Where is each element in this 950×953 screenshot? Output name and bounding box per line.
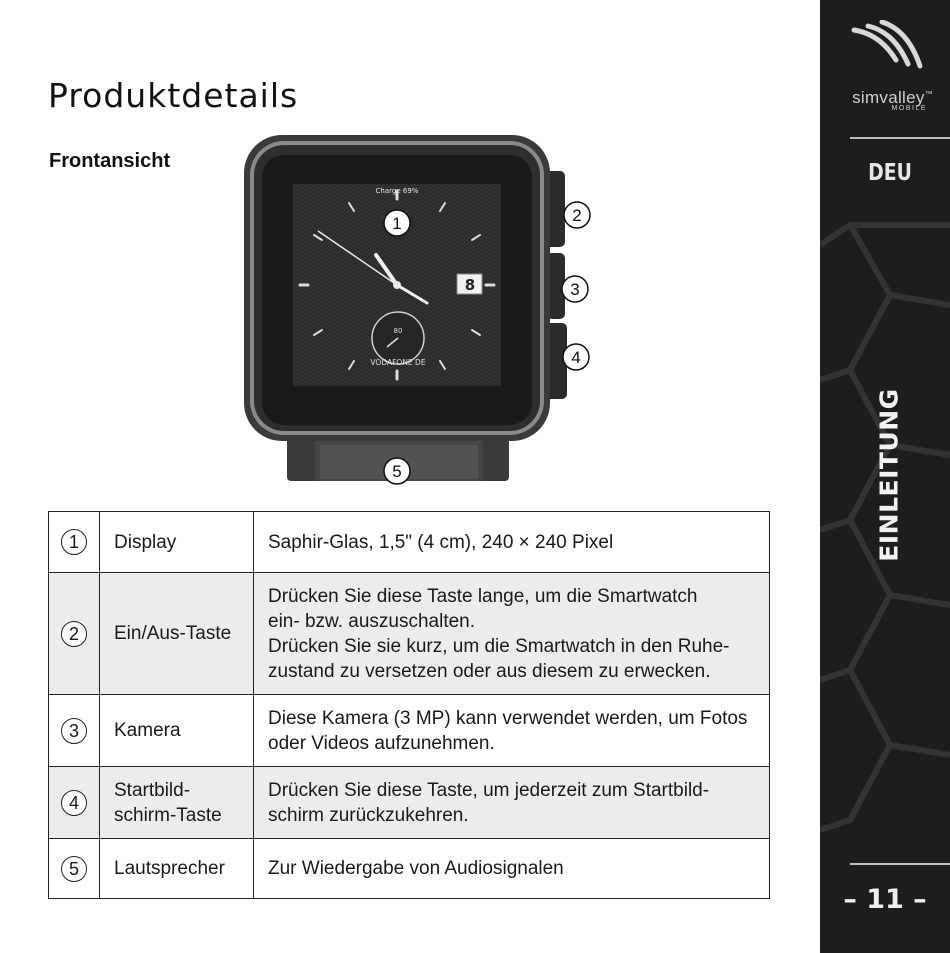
- component-description: Drücken Sie diese Taste lange, um die Smartwatch: [268, 585, 698, 607]
- watch-date: 8: [464, 276, 476, 294]
- callout-3: [562, 276, 588, 302]
- component-description-cell: [254, 767, 770, 839]
- svg-text:4: 4: [571, 348, 581, 367]
- watch-front-view: [240, 133, 600, 493]
- row-number-cell: [49, 573, 100, 695]
- brand-tm: ™: [924, 89, 933, 99]
- component-name-cell: [100, 839, 254, 899]
- row-number-cell: [49, 512, 100, 573]
- component-description: Saphir-Glas, 1,5" (4 cm), 240 × 240 Pixel: [268, 531, 614, 553]
- brand-name: simvalley: [852, 88, 925, 107]
- component-name: Display: [114, 531, 177, 553]
- component-description: Drücken Sie diese Taste, um jederzeit zum Startbild-: [268, 779, 710, 801]
- row-number-badge: 1: [61, 529, 87, 555]
- component-name-cell: [100, 695, 254, 767]
- svg-text:5: 5: [392, 462, 402, 481]
- svg-text:3: 3: [570, 280, 580, 299]
- table-row: [49, 512, 770, 573]
- component-description-cell: [254, 512, 770, 573]
- spec-table: [48, 511, 770, 899]
- sidebar-divider-top: [850, 137, 950, 139]
- component-description: schirm zurückzukehren.: [268, 804, 469, 826]
- brand-claw-icon: [850, 20, 930, 80]
- table-row: [49, 767, 770, 839]
- component-description: oder Videos aufzunehmen.: [268, 732, 495, 754]
- row-number-cell: [49, 695, 100, 767]
- component-name-cell: [100, 767, 254, 839]
- section-tab: EINLEITUNG: [874, 388, 904, 562]
- component-name: Kamera: [114, 720, 181, 741]
- callout-2: [564, 202, 590, 228]
- row-number-cell: [49, 767, 100, 839]
- svg-text:2: 2: [572, 206, 582, 225]
- callout-1: [384, 210, 410, 236]
- section-title: Frontansicht: [49, 150, 171, 172]
- table-row: [49, 573, 770, 695]
- component-description: Diese Kamera (3 MP) kann verwendet werden, um Fotos: [268, 707, 748, 729]
- component-name: schirm-Taste: [114, 804, 222, 826]
- language-label: DEU: [868, 160, 912, 186]
- component-name-cell: [100, 512, 254, 573]
- row-number-badge: 2: [61, 621, 87, 647]
- component-description-cell: [254, 839, 770, 899]
- table-row: [49, 839, 770, 899]
- component-description-cell: [254, 573, 770, 695]
- brand-sub: MOBILE: [891, 105, 927, 112]
- watch-brand-text: VODAFONE DE: [370, 358, 426, 367]
- component-name: Ein/Aus-Taste: [114, 623, 232, 644]
- callout-4: [563, 344, 589, 370]
- component-description: ein- bzw. auszuschalten.: [268, 610, 476, 632]
- watch-subdial-text: 80: [393, 327, 403, 335]
- component-description: Drücken Sie sie kurz, um die Smartwatch in den Ruhe-: [268, 635, 730, 657]
- table-row: [49, 695, 770, 767]
- sidebar-divider-bottom: [850, 863, 950, 865]
- component-name-cell: [100, 573, 254, 695]
- callout-5: [384, 458, 410, 484]
- brand-logo: [848, 88, 933, 112]
- component-name: Startbild-: [114, 779, 191, 801]
- page-title: Produktdetails: [48, 76, 299, 115]
- svg-text:1: 1: [392, 214, 402, 233]
- component-description: zustand zu versetzen oder aus diesem zu erwecken.: [268, 660, 711, 682]
- component-description: Zur Wiedergabe von Audiosignalen: [268, 858, 564, 879]
- component-description-cell: [254, 695, 770, 767]
- component-name: Lautsprecher: [114, 858, 225, 879]
- row-number-badge: 3: [61, 718, 87, 744]
- row-number-cell: [49, 839, 100, 899]
- row-number-badge: 4: [61, 790, 87, 816]
- watch-status-text: Charge 69%: [375, 187, 419, 195]
- row-number-badge: 5: [61, 856, 87, 882]
- page-number: – 11 –: [843, 884, 927, 915]
